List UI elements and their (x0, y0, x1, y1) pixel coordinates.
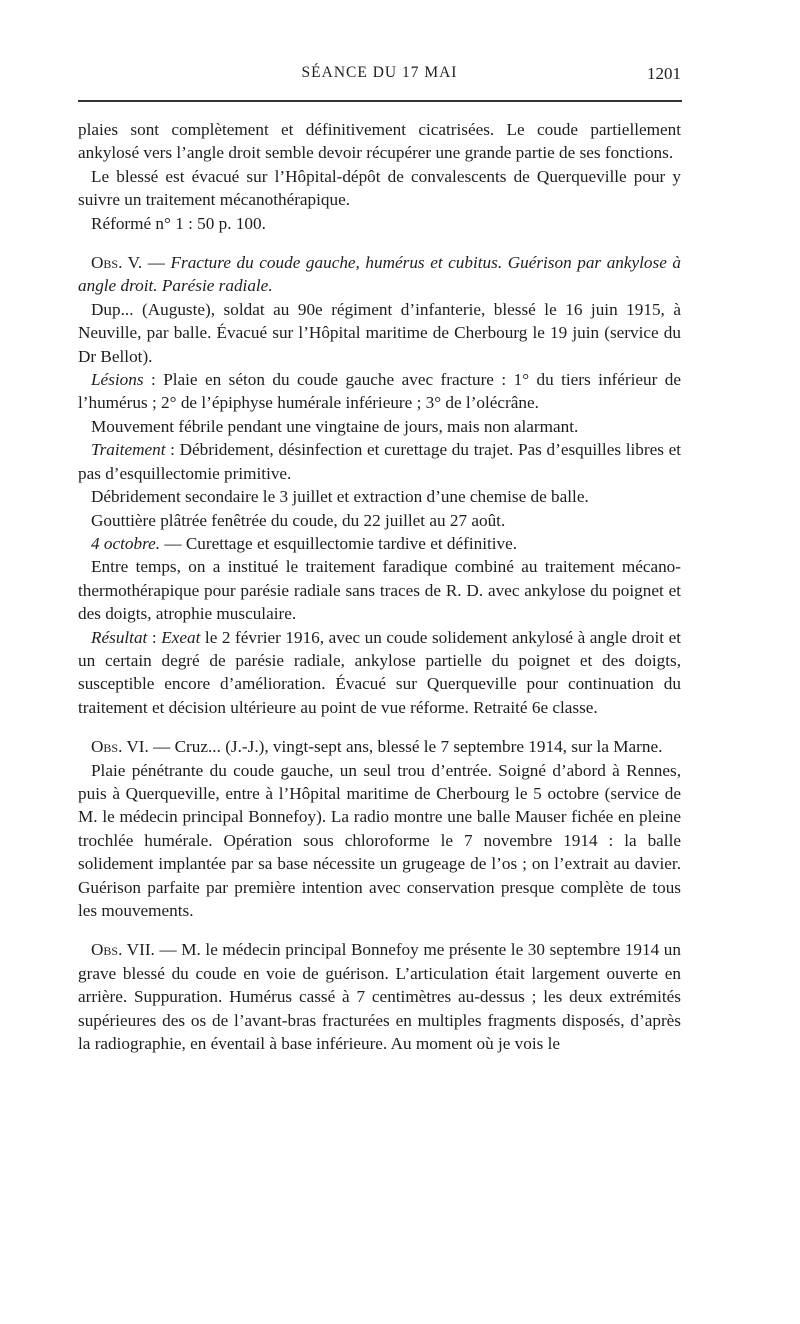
obs-5-traitement (78, 438, 681, 485)
paragraph-wound-healing: plaies sont complètement et définitivement cicatrisées. Le coude partiellement ankylosé vers l’angle droit semble devoir récupérer une grande partie de ses fonctions. (78, 120, 681, 163)
paragraph-reforme: Réformé n° 1 : 50 p. 100. (91, 213, 266, 233)
obs-5-resultat-text: le 2 février 1916, avec un coude solidement ankylosé à angle droit et un certain degré de parésie radiale, ankylose partielle du poignet et des doigts, susceptible encore d’amélioration. Évacué sur Querqueville pour continuation du traitement et décision ultérieure au point de vue réforme. Retraité 6e classe. (78, 627, 681, 717)
obs-5-entre-temps: Entre temps, on a institué le traitement faradique combiné au traitement mécano-thermothérapique pour parésie radiale sans traces de R. D. avec ankylose du poignet et des doigts, atrophie musculaire. (78, 557, 681, 624)
obs-5-patient: Dup... (Auguste), soldat au 90e régiment d’infanterie, blessé le 16 juin 1915, à Neuville, par balle. Évacué sur l’Hôpital maritime de Cherbourg le 19 juin (service du Dr Bellot). (78, 299, 681, 366)
running-title: SÉANCE DU 17 MAI (301, 64, 458, 81)
obs-6-plaie: Plaie pénétrante du coude gauche, un seul trou d’entrée. Soigné d’abord à Rennes, puis à Querqueville, entre à l’Hôpital maritime de Cherbourg le 5 octobre (service de M. le médecin principal Bonnefoy). La radio montre une balle Mauser fichée en pleine trochlée humérale. Opération sous chloroforme le 7 novembre 1914 : la balle solidement implantée par sa base nécessite un grugeage de l’os ; on l’extrait au davier. Guérison parfaite par première intention avec conservation presque complète de tous les mouvements. (78, 760, 681, 920)
obs-5-resultat-sep: : (147, 627, 162, 647)
obs-5-traitement-text: : Débridement, désinfection et curettage du trajet. Pas d’esquilles libres et pas d’esquillectomie primitive. (78, 440, 681, 483)
obs-5-resultat-label: Résultat (91, 627, 148, 647)
obs-5-lesions-text: : Plaie en séton du coude gauche avec fracture : 1° du tiers inférieur de l’humérus ; 2° de l’épiphyse humérale inférieure ; 3° de l’olécrâne. (78, 370, 681, 413)
page-header (78, 64, 681, 90)
obs-5-lesions-label: Lésions (91, 370, 144, 390)
obs-5-octobre-label: 4 octobre. (91, 533, 161, 553)
obs-5-lesions (78, 368, 681, 415)
page-number: 1201 (647, 64, 681, 83)
obs-5-debridement: Débridement secondaire le 3 juillet et extraction d’une chemise de balle. (91, 487, 589, 507)
paragraph-evacuation: Le blessé est évacué sur l’Hôpital-dépôt de convalescents de Querqueville pour y suivre un traitement mécanothérapique. (78, 166, 681, 210)
obs-7-text: — M. le médecin principal Bonnefoy me présente le 30 septembre 1914 un grave blessé du coude en voie de guérison. L’articulation était largement ouverte en arrière. Suppuration. Humérus cassé à 7 centimètres au-dessus ; les deux extrémités supérieures des os de l’avant-bras fracturées en multiples fragments disposés, d’après la radiographie, en éventail à base inférieure. Au moment où je vois le (78, 940, 681, 1054)
section-gap (78, 922, 681, 938)
obs-5-resultat (78, 626, 681, 720)
obs-5-label: Obs. V. (91, 253, 143, 273)
page-body (78, 118, 681, 1055)
obs-5-octobre (78, 532, 681, 555)
obs-5-mouvement: Mouvement fébrile pendant une vingtaine de jours, mais non alarmant. (91, 416, 579, 436)
obs-5-octobre-text: — Curettage et esquillectomie tardive et définitive. (160, 533, 518, 553)
obs-5-gouttiere: Gouttière plâtrée fenêtrée du coude, du 22 juillet au 27 août. (91, 510, 506, 530)
obs-5-dash: — (142, 253, 171, 273)
section-gap (78, 719, 681, 735)
obs-5-heading (78, 251, 681, 298)
header-rule (78, 100, 682, 102)
obs-6-intro: — Cruz... (J.-J.), vingt-sept ans, blessé le 7 septembre 1914, sur la Marne. (148, 737, 663, 757)
obs-5-exeat: Exeat (161, 627, 201, 647)
obs-5-title: Fracture du coude gauche, humérus et cubitus. Guérison par ankylose à angle droit. Parésie radiale. (78, 253, 681, 296)
obs-5-traitement-label: Traitement (91, 440, 166, 460)
obs-6-heading (78, 735, 681, 758)
obs-7-label: Obs. VII. (91, 940, 155, 960)
obs-7-heading (78, 938, 681, 1055)
section-gap (78, 235, 681, 251)
obs-6-label: Obs. VI. (91, 737, 149, 757)
